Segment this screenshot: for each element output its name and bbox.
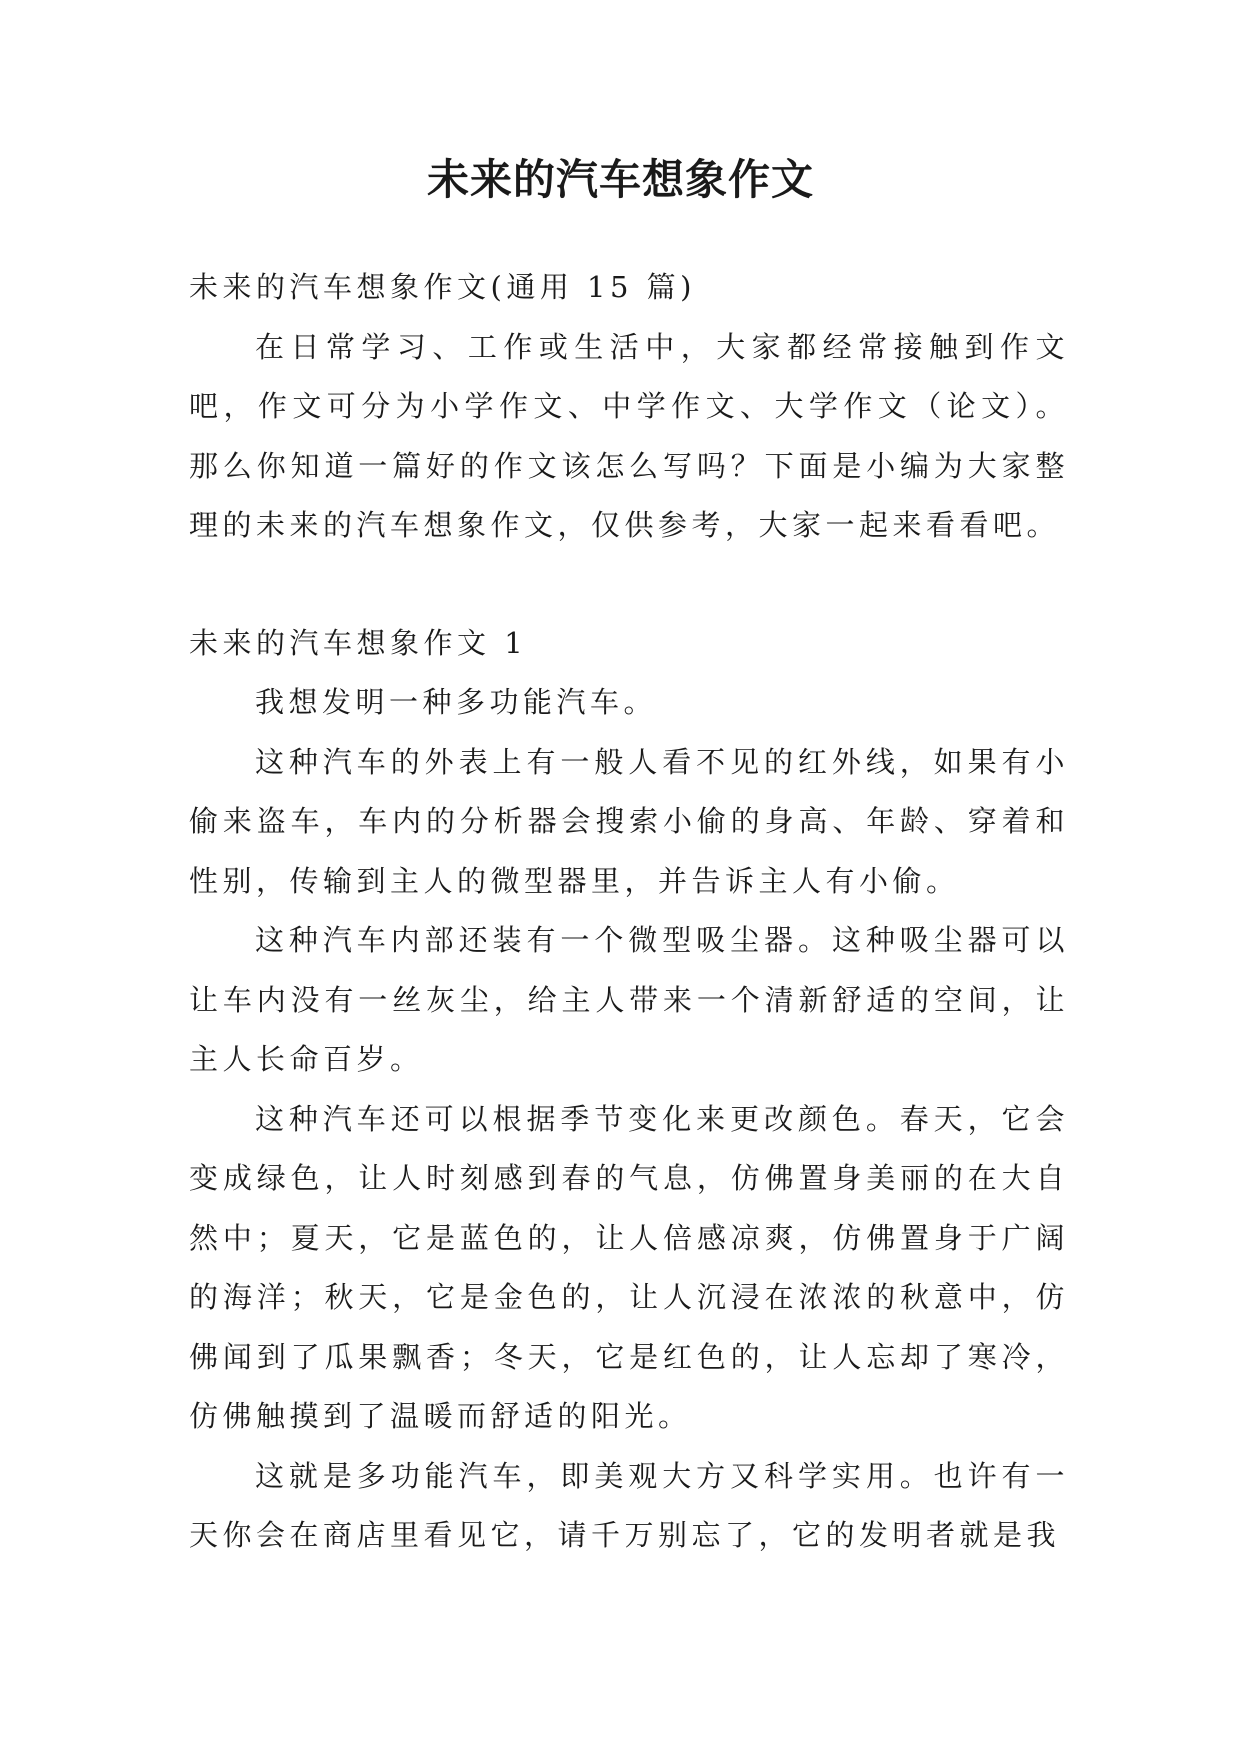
section-heading: 未来的汽车想象作文 1: [189, 625, 528, 660]
essay-paragraph-2: 这种汽车的外表上有一般人看不见的红外线，如果有小偷来盗车，车内的分析器会搜索小偷的身高、年龄、穿着和性别，传输到主人的微型器里，并告诉主人有小偷。: [189, 744, 1069, 898]
document-subtitle: 未来的汽车想象作文(通用 15 篇): [189, 270, 696, 304]
essay-paragraph-5: 这就是多功能汽车，即美观大方又科学实用。也许有一天你会在商店里看见它，请千万别忘了，它的发明者就是我: [189, 1458, 1069, 1552]
essay-paragraph-1: 我想发明一种多功能汽车。: [255, 685, 658, 719]
document-body: [189, 258, 1069, 1566]
intro-paragraph: 在日常学习、工作或生活中，大家都经常接触到作文吧，作文可分为小学作文、中学作文、大学作文（论文）。那么你知道一篇好的作文该怎么写吗？下面是小编为大家整理的未来的汽车想象作文，仅供参考，大家一起来看看吧。: [189, 329, 1069, 542]
essay-paragraph-4: 这种汽车还可以根据季节变化来更改颜色。春天，它会变成绿色，让人时刻感到春的气息，仿佛置身美丽的在大自然中；夏天，它是蓝色的，让人倍感凉爽，仿佛置身于广阔的海洋；秋天，它是金色的，让人沉浸在浓浓的秋意中，仿佛闻到了瓜果飘香；冬天，它是红色的，让人忘却了寒冷，仿佛触摸到了温暖而舒适的阳光。: [189, 1101, 1069, 1433]
document-title: 未来的汽车想象作文: [426, 155, 814, 204]
essay-paragraph-3: 这种汽车内部还装有一个微型吸尘器。这种吸尘器可以让车内没有一丝灰尘，给主人带来一个清新舒适的空间，让主人长命百岁。: [189, 923, 1069, 1076]
